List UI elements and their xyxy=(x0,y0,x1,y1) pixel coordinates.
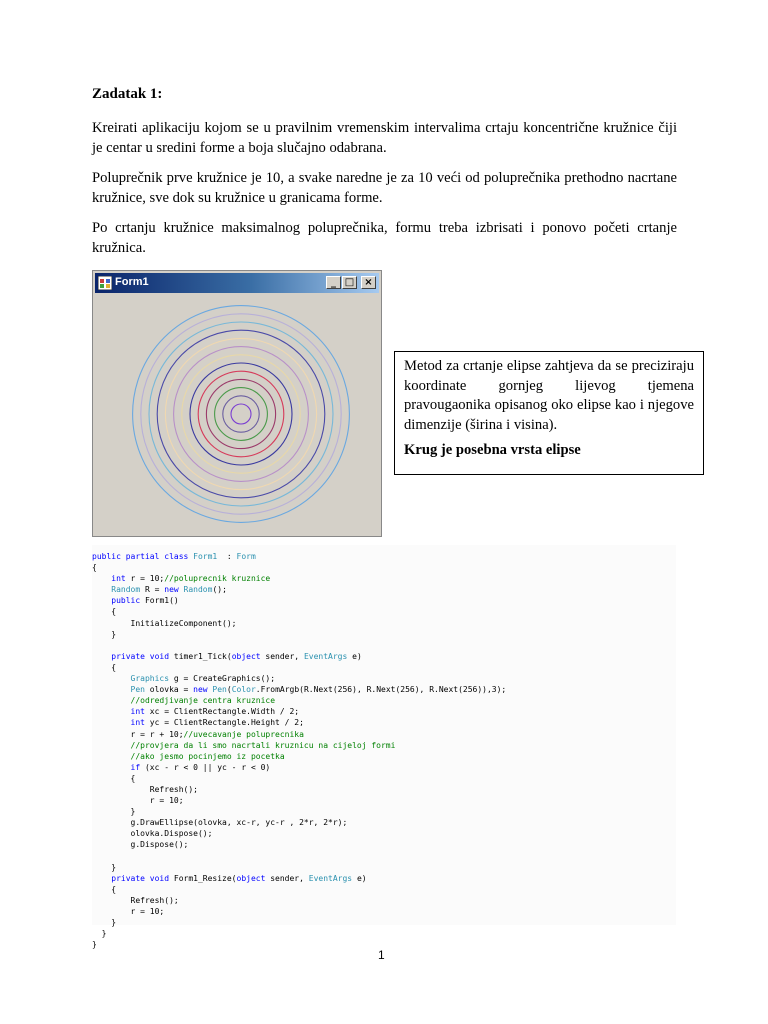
task-heading: Zadatak 1: xyxy=(92,86,163,102)
code-line: r = r + 10;//uvecavanje poluprecnika xyxy=(92,729,304,739)
code-line: InitializeComponent(); xyxy=(92,618,237,628)
app-icon xyxy=(98,276,112,290)
code-line: //ako jesmo pocinjemo iz pocetka xyxy=(130,751,285,761)
code-line: Graphics g = CreateGraphics(); xyxy=(130,674,276,684)
code-line: { xyxy=(92,884,117,894)
code-line: } xyxy=(92,940,97,950)
page-number: 1 xyxy=(378,948,385,962)
code-line: int yc = ClientRectangle.Height / 2; xyxy=(130,718,304,728)
window-title: Form1 xyxy=(115,276,149,288)
circle-6 xyxy=(190,363,292,465)
code-line: { xyxy=(92,662,117,672)
code-listing xyxy=(92,545,676,950)
code-line: Refresh(); xyxy=(92,784,198,794)
paragraph-3: Po crtanju kružnice maksimalnog poluprečnika, formu treba izbrisati i ponovo početi crtanje kružnica. xyxy=(92,220,677,256)
note-bold: Krug je posebna vrsta elipse xyxy=(404,442,581,458)
code-line: if (xc - r < 0 || yc - r < 0) xyxy=(130,762,271,772)
code-line: g.DrawEllipse(olovka, xc-r, yc-r , 2*r, 2*r); xyxy=(92,818,348,828)
form-window-screenshot xyxy=(92,270,382,537)
window-titlebar xyxy=(95,273,379,293)
circle-1 xyxy=(231,404,251,424)
code-line: } xyxy=(92,629,117,639)
paragraph-2: Poluprečnik prve kružnice je 10, a svake naredne je za 10 veći od poluprečnika prethodno nacrtane kružnice, sve dok su kružnice u granicama forme. xyxy=(92,170,677,206)
circle-12 xyxy=(141,314,341,514)
close-button[interactable]: × xyxy=(361,276,376,289)
code-line: int xc = ClientRectangle.Width / 2; xyxy=(130,707,300,717)
circle-2 xyxy=(223,396,259,432)
code-line: //odredjivanje centra kruznice xyxy=(130,696,276,706)
minimize-button[interactable]: _ xyxy=(326,276,341,289)
code-line: } xyxy=(92,807,136,817)
circle-7 xyxy=(182,355,300,473)
code-line: { xyxy=(92,563,97,573)
concentric-circles xyxy=(96,295,378,533)
circle-11 xyxy=(149,322,333,506)
code-line: } xyxy=(92,862,117,872)
code-line: public Form1() xyxy=(111,596,179,606)
note-text: Metod za crtanje elipse zahtjeva da se preciziraju koordinate gornjeg lijevog tjemena pravougaonika opisanog oko elipse kao i njegove dimenzije (širina i visina). xyxy=(404,358,694,433)
code-line: int r = 10;//poluprecnik kruznice xyxy=(111,574,271,584)
code-line xyxy=(92,851,676,862)
code-line: } xyxy=(92,918,117,928)
code-line: { xyxy=(92,607,117,617)
code-line: private void timer1_Tick(object sender, EventArgs e) xyxy=(111,651,362,661)
code-line: //provjera da li smo nacrtali kruznicu na cijeloj formi xyxy=(130,740,396,750)
maximize-button[interactable]: □ xyxy=(342,276,357,289)
code-line: private void Form1_Resize(object sender, EventArgs e) xyxy=(111,873,367,883)
code-line: Random R = new Random(); xyxy=(111,585,227,595)
code-line: } xyxy=(92,929,107,939)
code-line: r = 10; xyxy=(92,907,165,916)
form-client-area xyxy=(96,295,378,533)
note-box xyxy=(394,351,704,475)
code-line: Refresh(); xyxy=(92,895,179,905)
code-line: olovka.Dispose(); xyxy=(92,829,213,839)
code-line: Pen olovka = new Pen(Color.FromArgb(R.Next(256), R.Next(256), R.Next(256)),3); xyxy=(130,685,507,695)
code-line: public partial class Form1 : Form xyxy=(92,552,256,561)
circle-8 xyxy=(174,347,309,482)
paragraph-1: Kreirati aplikaciju kojom se u pravilnim vremenskim intervalima crtaju koncentrične kružnice čiji je centar u sredini forme a boja slučajno odabrana. xyxy=(92,120,677,156)
code-line xyxy=(92,640,676,651)
code-line: { xyxy=(92,773,136,783)
circle-5 xyxy=(198,371,284,457)
circle-4 xyxy=(206,379,275,448)
circle-9 xyxy=(165,338,316,489)
code-line: g.Dispose(); xyxy=(92,840,189,850)
code-line: r = 10; xyxy=(92,796,184,806)
